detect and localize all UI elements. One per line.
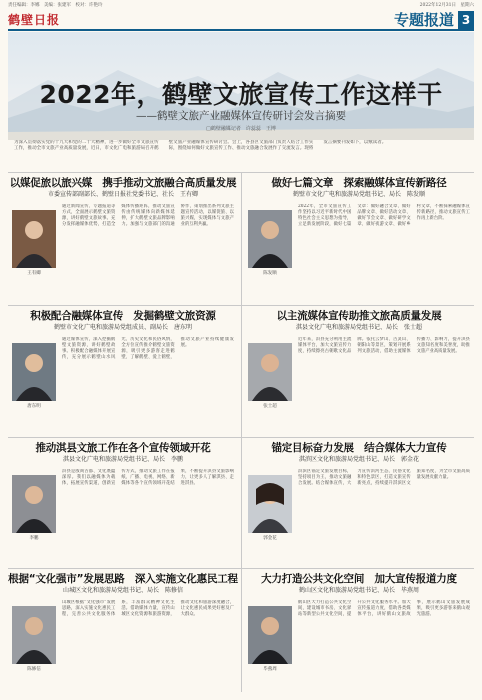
article-title: 做好七篇文章 探索融媒体宣传新路径 xyxy=(271,177,447,189)
headline-banner xyxy=(8,32,474,140)
article-title: 大力打造公共文化空间 加大宣传报道力度 xyxy=(261,573,457,585)
article-wang-youqing xyxy=(8,176,238,314)
column-divider xyxy=(241,172,242,692)
portrait-caption: 陈发顺 xyxy=(263,271,277,276)
article-subtitle: 淇滨区文化和旅游局党组书记、局长 郭金花 xyxy=(298,456,419,463)
article-zhang-shichao xyxy=(244,309,474,447)
section-header xyxy=(394,9,474,30)
portrait-photo xyxy=(12,210,56,268)
row-divider xyxy=(8,172,474,173)
article-subtitle: 市委宣传部副部长、鹤壁日报社党委书记、社长 王有卿 xyxy=(47,191,198,198)
portrait-caption: 李鹏 xyxy=(29,536,39,541)
article-body: 通过新闻宣传、专题报道等方式，全面展示鹤壁文旅资源，讲好鹤壁文旅故事。充分发挥融媒体优势，打造全媒体传播矩阵，推动文旅宣传由传统媒体向新媒体延伸，扩大鹤壁文旅品牌影响力。加强与文旅部门的沟通协作，策划推出系列文旅主题宣传活动，以媒促旅、以旅兴媒，实现媒体与文旅产业的互利共赢。 xyxy=(62,204,234,227)
article-title: 以主流媒体宣传助推文旅高质量发展 xyxy=(276,310,442,322)
paper-masthead: 鹤壁日报 xyxy=(8,13,61,27)
main-headline: 2022年，鹤壁文旅宣传工作这样干 xyxy=(39,80,443,109)
article-subtitle: 鹤壁市文化广电和旅游局党组成员、副局长 唐东明 xyxy=(53,324,192,331)
editor-info: 责任编辑：李娜 美编：张建军 校对：许艳玲 xyxy=(8,3,103,8)
portrait-caption: 张士超 xyxy=(263,404,277,409)
article-chen-xiuxin xyxy=(8,572,238,700)
portrait-photo xyxy=(248,210,292,268)
top-rule xyxy=(8,29,474,31)
portrait-photo xyxy=(12,606,56,664)
page-number: 3 xyxy=(458,11,474,29)
article-title: 推动淇县文旅工作在各个宣传领域开花 xyxy=(35,442,211,454)
date-info: 2022年12月31日 星期六 xyxy=(419,3,474,8)
byline: □鹤壁融媒记者 许蕊蕊 王博 xyxy=(206,126,276,132)
portrait-caption: 陈修信 xyxy=(27,667,41,672)
portrait-caption: 唐东明 xyxy=(27,404,41,409)
article-subtitle: 鹤壁市文化广电和旅游局党组书记、局长 陈发顺 xyxy=(292,191,425,198)
article-li-peng xyxy=(8,441,238,579)
article-title: 积极配合融媒体宣传 发掘鹤壁文旅资源 xyxy=(30,310,216,322)
portrait-photo xyxy=(248,343,292,401)
article-body: 山城区根据“文化强市”发展思路，深入实施文化惠民工程，完善公共文化服务体系，丰富群众精神文化生活。借助媒体力量，宣传山城区文化资源和旅游资源，推动文化和旅游深度融合，让文化惠民成果更好惠及广大群众。 xyxy=(62,600,234,617)
article-title: 锚定目标奋力发展 结合媒体大力宣传 xyxy=(271,442,447,454)
portrait-caption: 郭金花 xyxy=(263,536,277,541)
article-subtitle: 淇县文化广电和旅游局党组书记、局长 李鹏 xyxy=(62,456,183,463)
intro-paragraph: 为深入贯彻落实党的十九大和党的二十大精神，进一步做好全市文旅宣传工作，推动全市文旅产业高质量发展，近日，市文化广电和旅游局召开鹤壁文旅产业融媒体宣传研讨会。会上，各县区文旅部门负责人结合工作实际，围绕如何做好文旅宣传工作、推动文旅融合发展作了交流发言。现将发言摘要刊发如下，以飨读者。 xyxy=(14,140,387,152)
article-subtitle: 鹤山区文化和旅游局党组书记、局长 毕燕周 xyxy=(298,587,419,594)
article-body: 通过媒体宣传，深入挖掘鹤壁文旅资源，讲好鹤壁故事。积极配合融媒体开展宣传，充分展示鹤壁山水风光、历史文化和民俗风情，全方位宣传推介鹤壁文旅资源，吸引更多游客走进鹤壁、了解鹤壁、爱上鹤壁，推动文旅产业持续健康发展。 xyxy=(62,337,234,360)
article-bi-yanzhou xyxy=(244,572,474,700)
sub-headline: ——鹤壁文旅产业融媒体宣传研讨会发言摘要 xyxy=(136,110,346,122)
portrait-photo xyxy=(248,475,292,533)
portrait-photo xyxy=(248,606,292,664)
article-body: 淇滨区锚定文旅发展目标，坚持项目为王，推动文旅融合发展。结合媒体宣传，大力宣传淇河生态、民俗文化和特色景区，打造文旅宣传新亮点，持续提升淇滨区文旅知名度，为全市文旅高质量发展贡献力量。 xyxy=(298,469,470,486)
article-chen-fashun xyxy=(244,176,474,314)
article-title: 以媒促旅以旅兴媒 携手推动文旅融合高质量发展 xyxy=(9,177,237,189)
article-subtitle: 山城区文化和旅游局党组书记、局长 陈修信 xyxy=(62,587,183,594)
article-body: 近年来，淇县充分利用主流媒体平台，加大文旅宣传力度，持续擦亮古朝歌文化品牌。依托云梦山、古灵山、朝阳山等景区，策划开展系列文旅活动，借助主流媒体传播力、影响力，提升淇县文旅知名度和美誉度，助推文旅产业高质量发展。 xyxy=(298,337,470,354)
article-subtitle: 淇县文化广电和旅游局党组书记、局长 张士超 xyxy=(295,324,422,331)
portrait-caption: 王有卿 xyxy=(27,271,41,276)
article-tang-dongming xyxy=(8,309,238,447)
article-title: 根据“文化强市”发展思路 深入实施文化惠民工程 xyxy=(8,573,238,585)
portrait-photo xyxy=(12,475,56,533)
article-body: 淇县是殷商古都、文化底蕴深厚。我们以融媒体为载体，拓展宣传渠道，创新宣传方式，推动文旅工作在报纸、广播、电视、网络、新媒体等各个宣传领域开花结果，不断提升淇县文旅影响力，让更多人了解淇县、走进淇县。 xyxy=(62,469,234,486)
portrait-caption: 毕燕周 xyxy=(263,667,277,672)
article-guo-jinhua xyxy=(244,441,474,579)
article-body: 2022年，全市文旅宣传工作坚持以习近平新时代中国特色社会主义思想为指导，立足新发展阶段，做好七篇文章：做好融合文章、做好品牌文章、做好活动文章、做好节会文章、做好研学文章、做好夜游文章、做好乡村文章，不断探索融媒体宣传新路径，推动文旅宣传工作再上新台阶。 xyxy=(298,204,470,227)
portrait-photo xyxy=(12,343,56,401)
section-title: 专题报道 xyxy=(393,11,454,29)
article-body: 鹤山区大力打造公共文化空间，建设城市书房、文化驿站等新型公共文化空间，提升公共文化服务水平。加大宣传报道力度，借助各类媒体平台，讲好鹤山文旅故事，展示鹤山文旅发展成果，吸引更多游客来鹤山观光旅游。 xyxy=(298,600,470,617)
